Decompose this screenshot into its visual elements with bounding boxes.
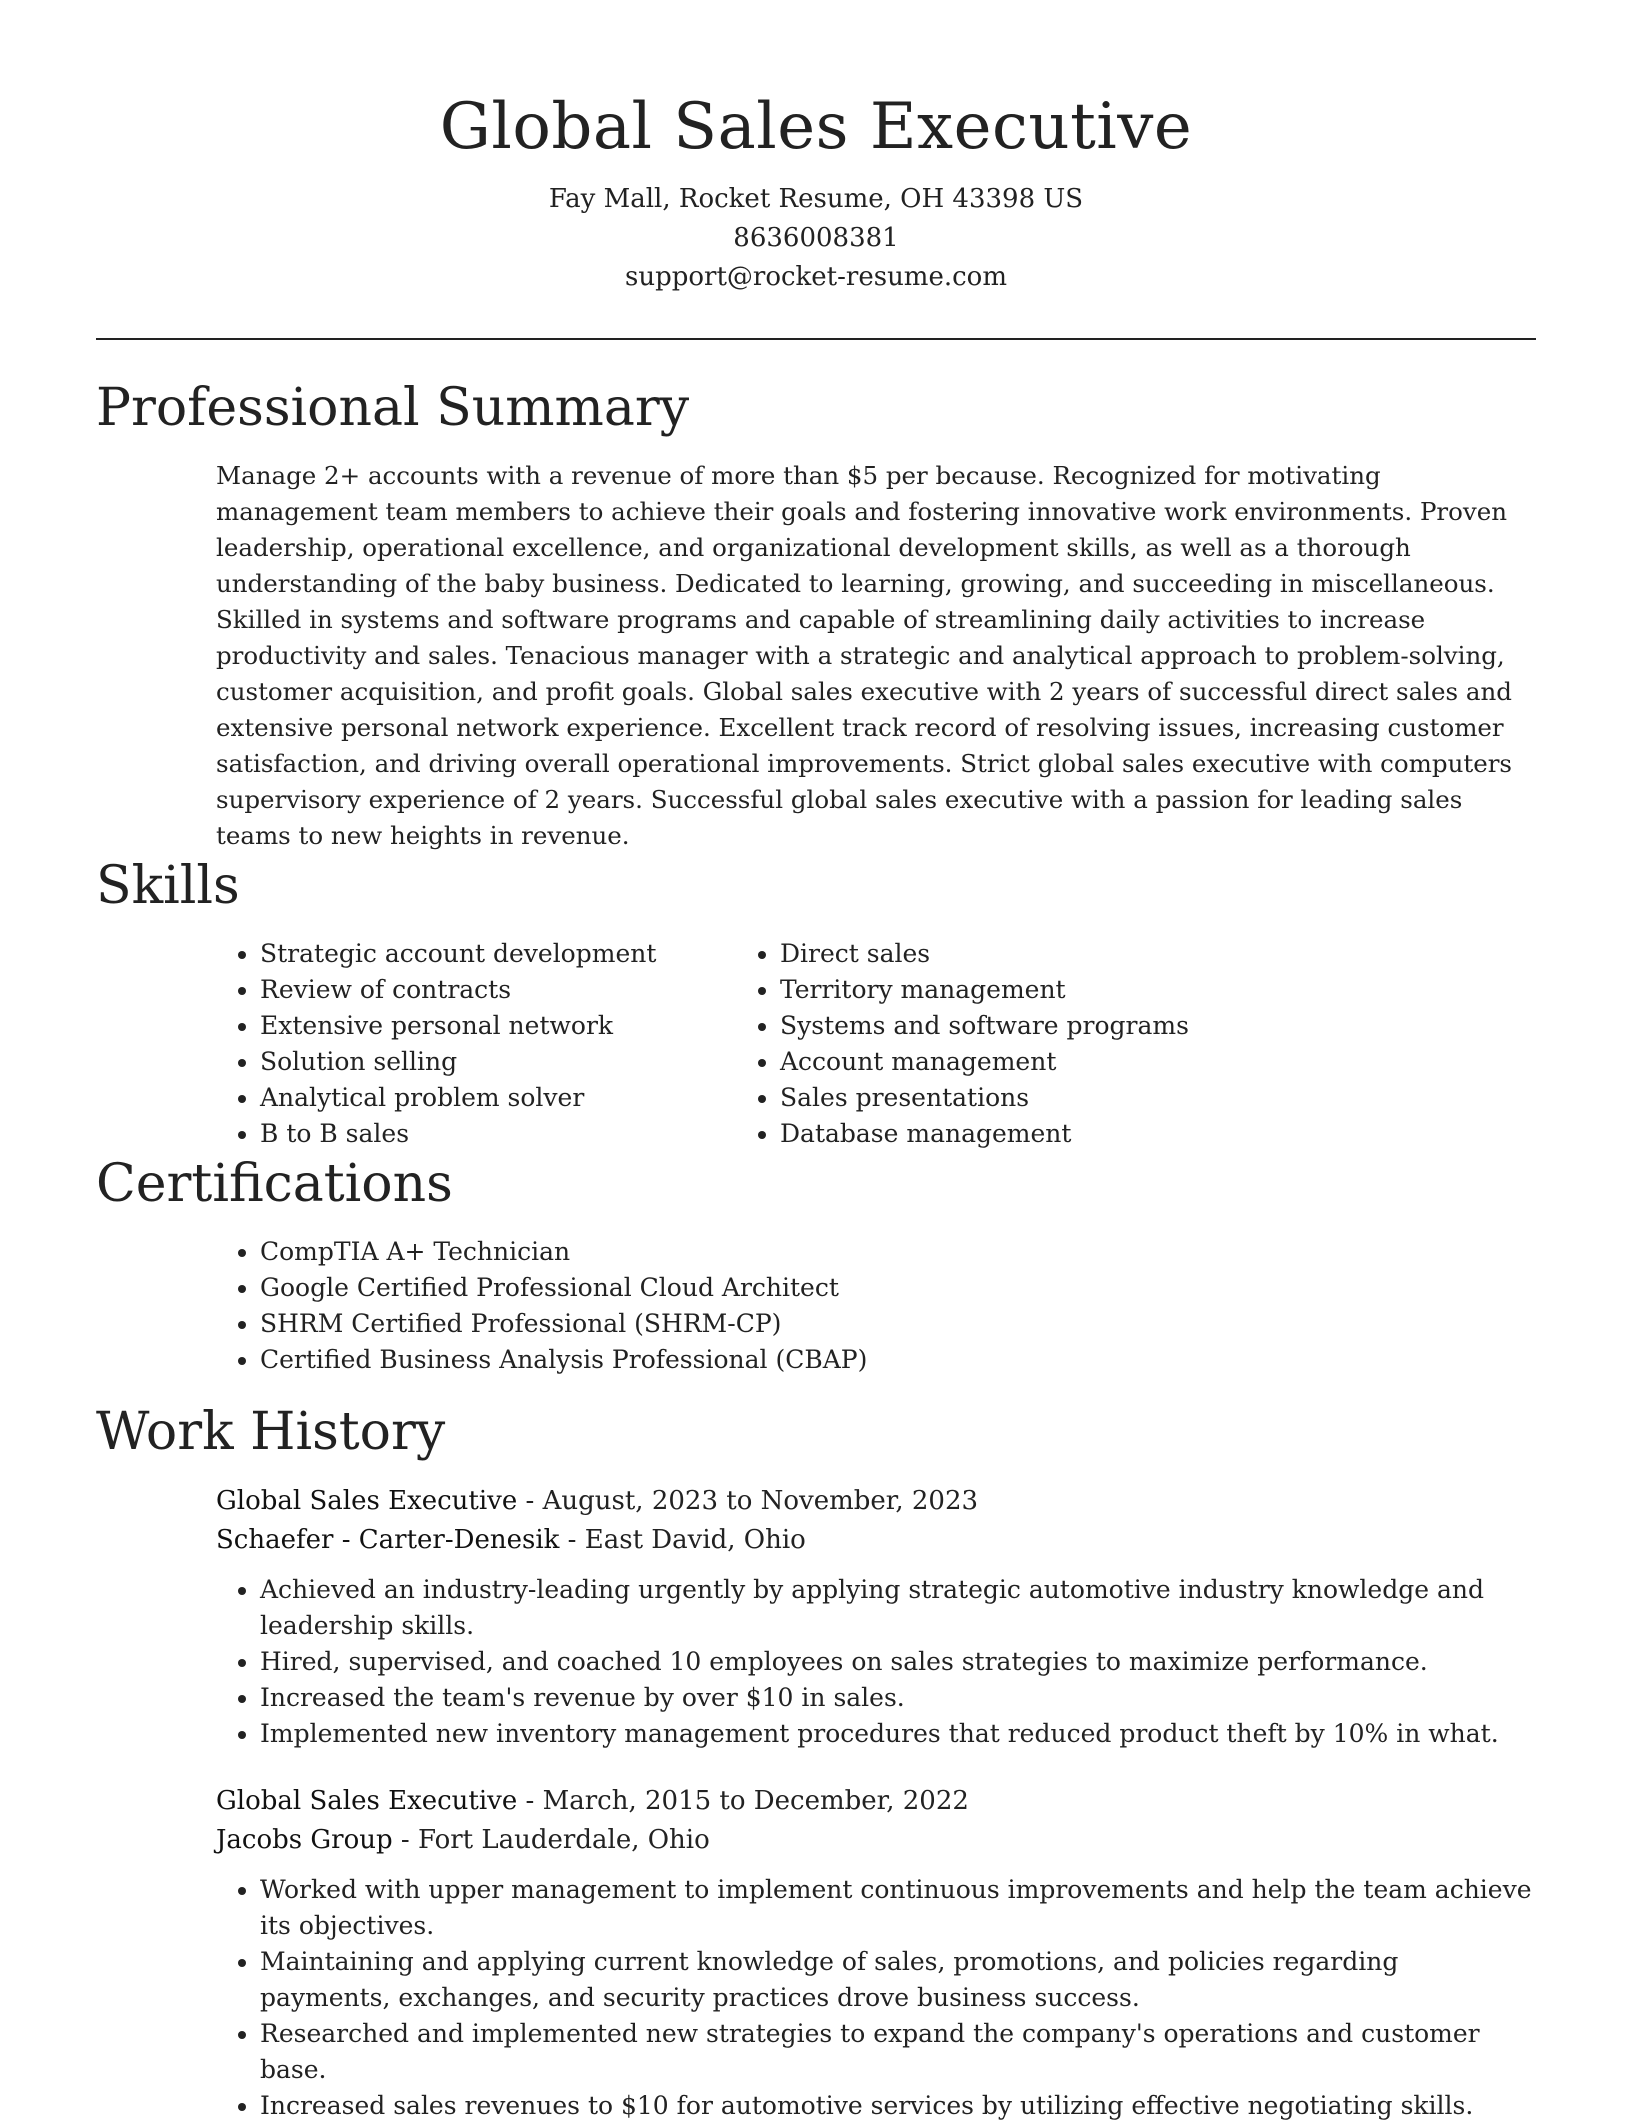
certification-item: • Certified Business Analysis Professional (CBAP) [260, 1342, 1536, 1378]
contact-address: Fay Mall, Rocket Resume, OH 43398 US [548, 184, 1084, 214]
contact-block [96, 180, 1536, 297]
skill-item: • Territory management [780, 972, 1189, 1008]
job-bullets [216, 1572, 1536, 1752]
separator: - [559, 1525, 585, 1555]
skill-item: • Systems and software programs [780, 1008, 1189, 1044]
job-bullet: • Researched and implemented new strategies to expand the company's operations and customer base. [260, 2016, 1536, 2088]
contact-email: support@rocket-resume.com [624, 262, 1007, 292]
job-bullet: • Implemented new inventory management procedures that reduced product theft by 10% in what. [260, 1716, 1536, 1752]
header-divider [96, 338, 1536, 340]
separator: - [517, 1786, 543, 1816]
job-company: Jacobs Group [216, 1825, 393, 1855]
resume-title: Global Sales Executive [439, 90, 1193, 164]
job-location: Fort Lauderdale, Ohio [417, 1825, 710, 1855]
certification-item: • SHRM Certified Professional (SHRM-CP) [260, 1306, 1536, 1342]
job-dates: March, 2015 to December, 2022 [542, 1786, 969, 1816]
job-bullet: • Worked with upper management to implement continuous improvements and help the team achieve its objectives. [260, 1872, 1536, 1944]
skill-item: • Solution selling [260, 1044, 746, 1080]
job-bullet: • Increased sales revenues to $10 for automotive services by utilizing effective negotiating skills. [260, 2088, 1536, 2124]
certification-item: • Google Certified Professional Cloud Architect [260, 1270, 1536, 1306]
job-dates: August, 2023 to November, 2023 [542, 1486, 979, 1516]
skills-heading: Skills [96, 856, 240, 916]
work-history-heading: Work History [96, 1402, 446, 1462]
skill-item: • Account management [780, 1044, 1189, 1080]
skill-item: • Strategic account development [260, 936, 746, 972]
job-bullet: • Increased the team's revenue by over $10 in sales. [260, 1680, 1536, 1716]
separator: - [392, 1825, 418, 1855]
skill-item: • Database management [780, 1116, 1189, 1152]
job-bullet: • Hired, supervised, and coached 10 employees on sales strategies to maximize performance. [260, 1644, 1536, 1680]
job-bullet: • Achieved an industry-leading urgently by applying strategic automotive industry knowledge and leadership skills. [260, 1572, 1536, 1644]
skill-item: • B to B sales [260, 1116, 746, 1152]
job-title-line [216, 1782, 1536, 1821]
certifications-heading: Certifications [96, 1154, 453, 1214]
resume-page [96, 0, 1536, 2124]
skills-column-left [96, 936, 746, 1152]
certifications-list [96, 1234, 1536, 1378]
job-company: Schaefer - Carter-Denesik [216, 1525, 560, 1555]
certification-item: • CompTIA A+ Technician [260, 1234, 1536, 1270]
skill-item: • Review of contracts [260, 972, 746, 1008]
skills-column-right [746, 936, 1189, 1152]
job-location: East David, Ohio [584, 1525, 806, 1555]
job-role: Global Sales Executive [216, 1786, 518, 1816]
summary-text: Manage 2+ accounts with a revenue of more than $5 per because. Recognized for motivating management team members to achieve their goals and fostering innovative work environments. Proven leadership, operational excellence, and organizational development skills, as well as a thorough understanding of the baby business. Dedicated to learning, growing, and succeeding in miscellaneous. Skilled in systems and software programs and capable of streamlining daily activities to increase productivity and sales. Tenacious manager with a strategic and analytical approach to problem-solving, customer acquisition, and profit goals. Global sales executive with 2 years of successful direct sales and extensive personal network experience. Excellent track record of resolving issues, increasing customer satisfaction, and driving overall operational improvements. Strict global sales executive with computers supervisory experience of 2 years. Successful global sales executive with a passion for leading sales teams to new heights in revenue. [216, 461, 1512, 850]
job-bullets [216, 1872, 1536, 2124]
skills-list [96, 936, 1536, 1152]
job-title-line [216, 1482, 1536, 1521]
job-role: Global Sales Executive [216, 1486, 518, 1516]
skill-item: • Direct sales [780, 936, 1189, 972]
skill-item: • Extensive personal network [260, 1008, 746, 1044]
job-entry [216, 1782, 1536, 2124]
summary-heading: Professional Summary [96, 378, 690, 438]
skill-item: • Sales presentations [780, 1080, 1189, 1116]
job-company-line [216, 1821, 1536, 1860]
contact-phone: 8636008381 [733, 223, 899, 253]
job-entry [216, 1482, 1536, 1752]
job-company-line [216, 1521, 1536, 1560]
separator: - [517, 1486, 543, 1516]
skill-item: • Analytical problem solver [260, 1080, 746, 1116]
job-bullet: • Maintaining and applying current knowledge of sales, promotions, and policies regarding payments, exchanges, and security practices drove business success. [260, 1944, 1536, 2016]
